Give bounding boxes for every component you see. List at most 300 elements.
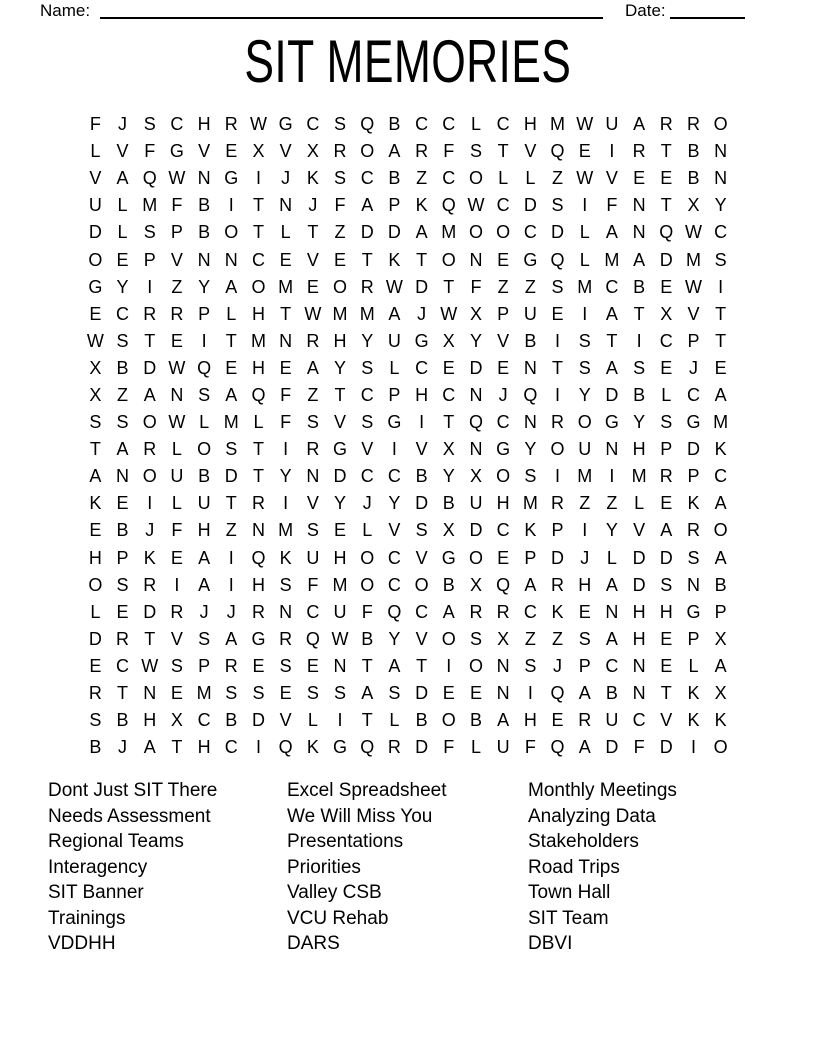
grid-letter: V	[388, 520, 401, 541]
grid-letter: L	[280, 222, 291, 243]
grid-letter: R	[496, 601, 510, 622]
grid-letter: Q	[496, 574, 511, 595]
grid-letter: E	[170, 330, 183, 351]
grid-letter: L	[470, 737, 481, 758]
grid-letter: H	[333, 330, 347, 351]
grid-letter: T	[89, 439, 101, 460]
grid-letter: G	[604, 412, 619, 433]
grid-letter: D	[551, 222, 565, 243]
grid-letter: Y	[198, 276, 211, 297]
grid-letter: Z	[334, 222, 346, 243]
grid-letter: O	[360, 141, 375, 162]
grid-letter: P	[388, 384, 401, 405]
grid-letter: U	[170, 466, 184, 487]
grid-letter: S	[306, 683, 319, 704]
grid-letter: C	[442, 384, 456, 405]
grid-letter: I	[255, 737, 261, 758]
grid-letter: E	[89, 520, 102, 541]
grid-letter: N	[714, 168, 728, 189]
grid-letter: E	[334, 520, 347, 541]
grid-letter: J	[580, 547, 590, 568]
grid-letter: S	[143, 222, 156, 243]
grid-letter: A	[361, 683, 374, 704]
grid-letter: A	[714, 655, 727, 676]
grid-letter: S	[660, 412, 673, 433]
grid-letter: R	[143, 574, 157, 595]
grid-letter: A	[198, 547, 211, 568]
grid-letter: X	[442, 330, 455, 351]
grid-letter: W	[141, 655, 159, 676]
date-label: Date:	[625, 1, 666, 20]
grid-letter: M	[631, 466, 647, 487]
grid-letter: E	[252, 655, 265, 676]
grid-letter: B	[687, 141, 700, 162]
grid-letter: Q	[550, 737, 565, 758]
grid-letter: X	[469, 574, 482, 595]
grid-letter: X	[89, 357, 102, 378]
grid-letter: N	[143, 683, 157, 704]
grid-letter: B	[198, 222, 211, 243]
grid-letter: H	[523, 710, 537, 731]
grid-letter: Z	[579, 493, 591, 514]
grid-letter: L	[579, 222, 590, 243]
name-fill-line[interactable]	[100, 0, 603, 19]
grid-letter: O	[197, 439, 212, 460]
grid-letter: D	[415, 276, 429, 297]
grid-letter: Q	[305, 628, 320, 649]
grid-letter: J	[362, 493, 372, 514]
grid-letter: D	[333, 466, 347, 487]
grid-letter: I	[391, 439, 397, 460]
grid-letter: O	[142, 466, 157, 487]
grid-letter: N	[197, 168, 211, 189]
grid-letter: E	[306, 655, 319, 676]
grid-letter: T	[307, 222, 319, 243]
grid-letter: B	[388, 168, 401, 189]
grid-letter: K	[89, 493, 102, 514]
grid-letter: R	[143, 303, 157, 324]
grid-letter: E	[660, 493, 673, 514]
grid-letter: J	[145, 520, 155, 541]
grid-letter: V	[89, 168, 102, 189]
grid-letter: X	[442, 520, 455, 541]
grid-letter: D	[659, 737, 673, 758]
grid-letter: Q	[360, 737, 375, 758]
grid-letter: N	[279, 195, 293, 216]
grid-letter: M	[196, 683, 212, 704]
grid-letter: O	[88, 574, 103, 595]
grid-letter: A	[497, 710, 510, 731]
grid-letter: O	[142, 412, 157, 433]
grid-letter: R	[415, 141, 429, 162]
grid-letter: A	[388, 141, 401, 162]
grid-letter: U	[523, 303, 537, 324]
grid-letter: S	[469, 628, 482, 649]
grid-letter: E	[714, 357, 727, 378]
grid-letter: O	[360, 574, 375, 595]
grid-letter: T	[144, 628, 156, 649]
grid-letter: M	[550, 114, 566, 135]
grid-letter: P	[714, 601, 727, 622]
grid-letter: L	[498, 168, 509, 189]
grid-letter: E	[660, 628, 673, 649]
grid-letter: I	[337, 710, 343, 731]
grid-letter: H	[251, 357, 265, 378]
grid-letter: E	[469, 683, 482, 704]
grid-letter: B	[116, 357, 129, 378]
grid-letter: R	[659, 466, 673, 487]
grid-letter: S	[469, 141, 482, 162]
grid-letter: Z	[606, 493, 618, 514]
grid-letter: X	[497, 628, 510, 649]
grid-letter: H	[632, 601, 646, 622]
grid-letter: G	[686, 601, 701, 622]
grid-letter: L	[226, 303, 237, 324]
grid-letter: L	[253, 412, 264, 433]
grid-letter: Q	[550, 249, 565, 270]
grid-letter: S	[143, 114, 156, 135]
grid-letter: G	[169, 141, 184, 162]
grid-letter: W	[331, 628, 349, 649]
grid-letter: T	[361, 655, 373, 676]
grid-letter: Q	[251, 384, 266, 405]
grid-letter: I	[582, 195, 588, 216]
word-item: Town Hall	[528, 882, 611, 903]
grid-letter: A	[524, 574, 537, 595]
grid-letter: X	[469, 466, 482, 487]
grid-letter: B	[687, 168, 700, 189]
grid-letter: U	[197, 493, 211, 514]
grid-letter: L	[634, 493, 645, 514]
grid-letter: K	[687, 493, 700, 514]
grid-letter: W	[304, 303, 322, 324]
grid-letter: I	[228, 195, 234, 216]
grid-letter: K	[551, 601, 564, 622]
grid-letter: C	[605, 655, 619, 676]
word-item: VCU Rehab	[287, 907, 389, 929]
grid-letter: A	[605, 303, 618, 324]
grid-letter: R	[143, 439, 157, 460]
grid-letter: W	[467, 195, 485, 216]
grid-letter: U	[496, 737, 510, 758]
grid-letter: C	[387, 574, 401, 595]
grid-letter: D	[632, 547, 646, 568]
grid-letter: R	[224, 655, 238, 676]
grid-letter: A	[225, 384, 238, 405]
grid-letter: E	[633, 168, 646, 189]
grid-letter: P	[143, 249, 156, 270]
grid-letter: H	[251, 303, 265, 324]
grid-letter: R	[632, 141, 646, 162]
grid-letter: B	[198, 195, 211, 216]
grid-letter: Z	[225, 520, 237, 541]
grid-letter: R	[387, 737, 401, 758]
word-item: Road Trips	[528, 856, 620, 878]
grid-letter: D	[88, 222, 102, 243]
grid-letter: C	[415, 114, 429, 135]
grid-letter: P	[578, 655, 591, 676]
grid-letter: B	[442, 574, 455, 595]
grid-letter: Y	[524, 439, 537, 460]
grid-letter: O	[441, 249, 456, 270]
grid-letter: C	[523, 222, 537, 243]
grid-letter: Z	[524, 276, 536, 297]
grid-letter: C	[197, 710, 211, 731]
grid-letter: Q	[523, 384, 538, 405]
grid-letter: N	[251, 520, 265, 541]
grid-letter: U	[306, 547, 320, 568]
grid-letter: O	[88, 249, 103, 270]
grid-letter: C	[306, 114, 320, 135]
grid-letter: B	[714, 574, 727, 595]
grid-letter: Q	[468, 412, 483, 433]
grid-letter: L	[362, 520, 373, 541]
grid-letter: W	[576, 114, 594, 135]
grid-letter: P	[551, 520, 564, 541]
grid-letter: U	[578, 439, 592, 460]
word-item: SIT Banner	[48, 882, 144, 903]
grid-letter: F	[606, 195, 618, 216]
grid-letter: Z	[497, 276, 509, 297]
word-item: Priorities	[287, 856, 361, 878]
grid-letter: E	[170, 547, 183, 568]
grid-letter: V	[306, 493, 319, 514]
grid-letter: D	[605, 384, 619, 405]
grid-letter: U	[387, 330, 401, 351]
word-item: VDDHH	[48, 933, 116, 954]
grid-letter: P	[524, 547, 537, 568]
grid-letter: S	[116, 330, 129, 351]
grid-letter: V	[660, 710, 673, 731]
grid-letter: C	[659, 330, 673, 351]
grid-letter: H	[197, 520, 211, 541]
grid-letter: V	[170, 628, 183, 649]
grid-letter: N	[632, 195, 646, 216]
grid-letter: E	[660, 655, 673, 676]
grid-letter: B	[89, 737, 102, 758]
grid-letter: O	[360, 547, 375, 568]
grid-letter: T	[660, 195, 672, 216]
grid-letter: V	[633, 520, 646, 541]
grid-letter: V	[279, 710, 292, 731]
grid-letter: H	[197, 737, 211, 758]
grid-letter: M	[577, 466, 593, 487]
grid-letter: E	[279, 249, 292, 270]
grid-letter: S	[388, 683, 401, 704]
grid-letter: G	[523, 249, 538, 270]
grid-letter: C	[360, 384, 374, 405]
grid-letter: S	[687, 547, 700, 568]
grid-letter: M	[604, 249, 620, 270]
grid-letter: V	[605, 168, 618, 189]
grid-letter: C	[496, 114, 510, 135]
grid-letter: Q	[360, 114, 375, 135]
word-item: Needs Assessment	[48, 805, 211, 827]
word-item: Regional Teams	[48, 831, 184, 852]
grid-letter: O	[496, 466, 511, 487]
grid-letter: I	[201, 330, 207, 351]
word-item: Analyzing Data	[528, 805, 656, 827]
grid-letter: Q	[387, 601, 402, 622]
word-item: Valley CSB	[287, 882, 382, 903]
grid-letter: S	[524, 466, 537, 487]
grid-letter: E	[442, 683, 455, 704]
grid-letter: R	[88, 683, 102, 704]
grid-letter: S	[225, 683, 238, 704]
grid-letter: B	[605, 683, 618, 704]
grid-letter: N	[632, 222, 646, 243]
grid-letter: N	[116, 466, 130, 487]
grid-letter: E	[116, 249, 129, 270]
grid-letter: C	[387, 547, 401, 568]
grid-letter: T	[633, 303, 645, 324]
grid-letter: A	[306, 357, 319, 378]
grid-letter: V	[116, 141, 129, 162]
grid-letter: S	[714, 249, 727, 270]
page-title: SIT MEMORIES	[244, 28, 572, 95]
grid-letter: Q	[550, 141, 565, 162]
grid-letter: H	[578, 574, 592, 595]
grid-letter: P	[497, 303, 510, 324]
grid-letter: O	[251, 276, 266, 297]
grid-letter: C	[360, 466, 374, 487]
grid-letter: D	[523, 195, 537, 216]
word-item: DARS	[287, 933, 340, 954]
grid-letter: O	[468, 222, 483, 243]
grid-letter: S	[334, 683, 347, 704]
grid-letter: R	[578, 710, 592, 731]
grid-letter: J	[226, 601, 236, 622]
name-label: Name:	[40, 1, 91, 20]
grid-letter: F	[171, 195, 183, 216]
grid-letter: Y	[116, 276, 129, 297]
grid-letter: I	[582, 303, 588, 324]
grid-letter: X	[687, 195, 700, 216]
grid-letter: A	[605, 574, 618, 595]
grid-letter: A	[633, 249, 646, 270]
grid-letter: J	[118, 114, 128, 135]
grid-letter: F	[361, 601, 373, 622]
grid-letter: A	[415, 222, 428, 243]
grid-letter: Y	[334, 357, 347, 378]
grid-letter: I	[283, 439, 289, 460]
grid-letter: K	[714, 710, 727, 731]
grid-letter: O	[550, 439, 565, 460]
grid-letter: A	[388, 303, 401, 324]
grid-letter: S	[279, 655, 292, 676]
grid-letter: V	[279, 141, 292, 162]
grid-letter: Y	[279, 466, 292, 487]
grid-letter: N	[523, 357, 537, 378]
grid-letter: D	[551, 547, 565, 568]
grid-letter: C	[360, 168, 374, 189]
grid-letter: E	[578, 601, 591, 622]
grid-letter: W	[249, 114, 267, 135]
grid-letter: R	[279, 628, 293, 649]
grid-letter: E	[551, 710, 564, 731]
grid-letter: T	[416, 249, 428, 270]
grid-letter: I	[690, 737, 696, 758]
grid-letter: A	[361, 195, 374, 216]
grid-letter: T	[144, 330, 156, 351]
grid-letter: W	[440, 303, 458, 324]
grid-letter: L	[90, 141, 101, 162]
word-item: Excel Spreadsheet	[287, 780, 447, 801]
date-fill-line[interactable]	[670, 0, 745, 19]
grid-letter: P	[660, 439, 673, 460]
grid-letter: S	[334, 168, 347, 189]
grid-letter: F	[280, 384, 292, 405]
word-item: Stakeholders	[528, 831, 639, 852]
grid-letter: S	[198, 384, 211, 405]
grid-letter: Z	[307, 384, 319, 405]
grid-letter: Y	[361, 330, 374, 351]
grid-letter: D	[415, 737, 429, 758]
grid-letter: J	[498, 384, 508, 405]
grid-letter: S	[198, 628, 211, 649]
grid-letter: X	[170, 710, 183, 731]
grid-letter: O	[468, 547, 483, 568]
grid-letter: B	[524, 330, 537, 351]
grid-letter: S	[415, 520, 428, 541]
grid-letter: Q	[251, 547, 266, 568]
grid-letter: W	[168, 412, 186, 433]
grid-letter: Y	[578, 384, 591, 405]
grid-letter: C	[714, 222, 728, 243]
grid-letter: H	[632, 439, 646, 460]
grid-letter: E	[279, 357, 292, 378]
grid-letter: P	[170, 222, 183, 243]
grid-letter: D	[632, 574, 646, 595]
grid-letter: S	[578, 330, 591, 351]
grid-letter: I	[582, 520, 588, 541]
grid-letter: I	[555, 384, 561, 405]
grid-letter: Y	[388, 628, 401, 649]
grid-letter: Y	[442, 466, 455, 487]
grid-letter: E	[497, 357, 510, 378]
grid-letter: N	[496, 683, 510, 704]
grid-letter: N	[469, 249, 483, 270]
grid-letter: E	[225, 357, 238, 378]
grid-letter: T	[552, 357, 564, 378]
grid-letter: K	[306, 168, 319, 189]
grid-letter: L	[389, 357, 400, 378]
grid-letter: I	[636, 330, 642, 351]
grid-letter: C	[496, 195, 510, 216]
grid-letter: L	[199, 412, 210, 433]
grid-letter: S	[252, 683, 265, 704]
grid-letter: N	[686, 574, 700, 595]
grid-letter: M	[577, 276, 593, 297]
grid-letter: L	[606, 547, 617, 568]
grid-letter: E	[334, 249, 347, 270]
grid-letter: K	[714, 439, 727, 460]
grid-letter: I	[609, 466, 615, 487]
grid-letter: N	[632, 655, 646, 676]
grid-letter: Y	[469, 330, 482, 351]
grid-letter: A	[198, 574, 211, 595]
grid-letter: J	[688, 357, 698, 378]
word-column-1	[48, 778, 217, 957]
grid-letter: E	[442, 357, 455, 378]
grid-letter: V	[415, 628, 428, 649]
grid-letter: O	[441, 710, 456, 731]
grid-letter: W	[168, 357, 186, 378]
grid-letter: R	[551, 574, 565, 595]
grid-letter: X	[714, 628, 727, 649]
grid-letter: J	[118, 737, 128, 758]
grid-letter: T	[225, 330, 237, 351]
